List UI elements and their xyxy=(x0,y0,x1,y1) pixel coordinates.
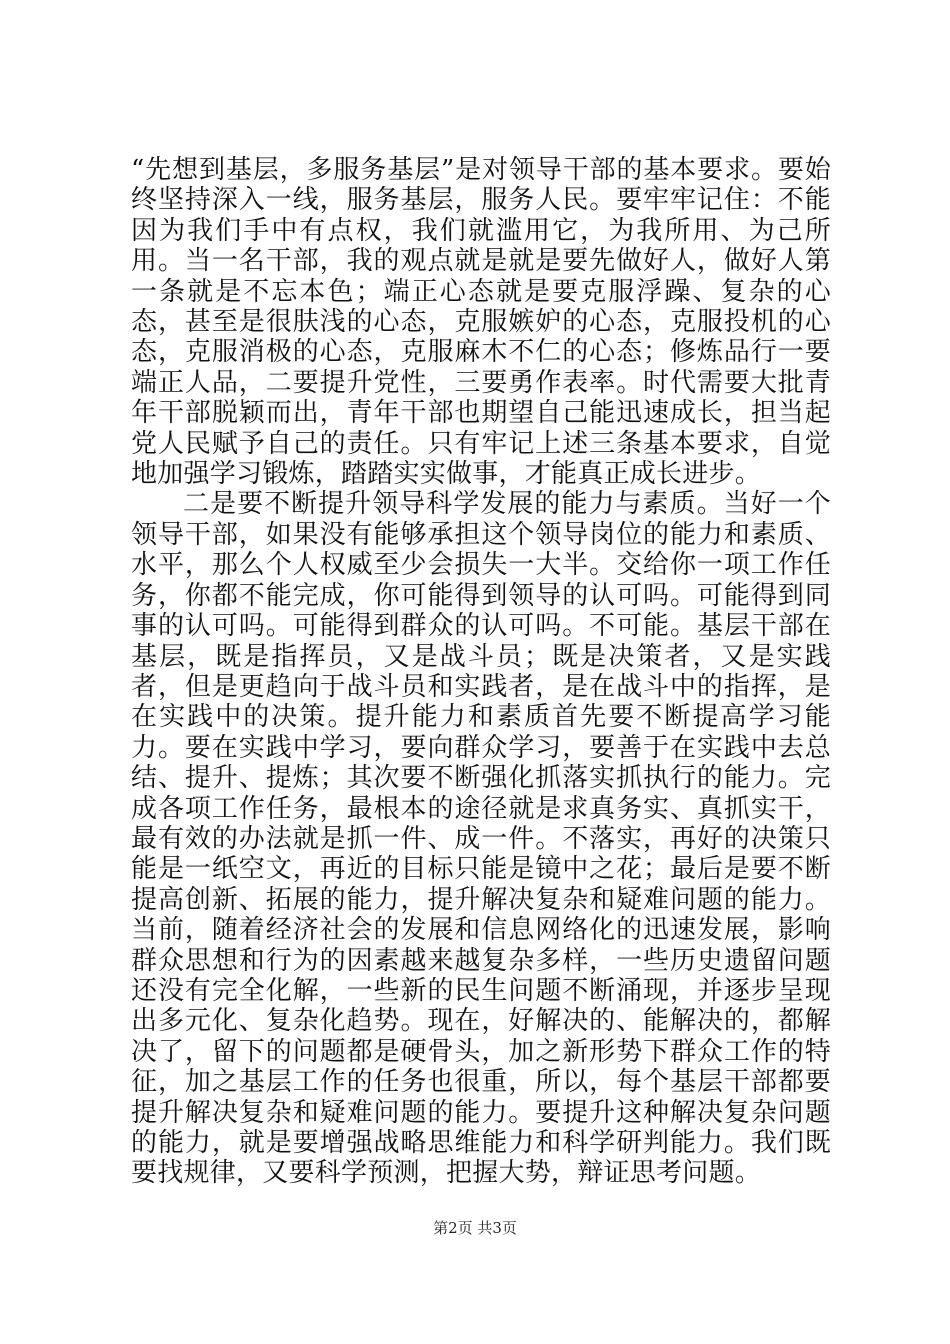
document-body xyxy=(131,155,831,1189)
paragraph-2: 二是要不断提升领导科学发展的能力与素质。当好一个领导干部，如果没有能够承担这个领导岗位的能力和素质、水平，那么个人权威至少会损失一大半。交给你一项工作任务，你都不能完成，你可能得到领导的认可吗。可能得到同事的认可吗。可能得到群众的认可吗。不可能。基层干部在基层，既是指挥员，又是战斗员；既是决策者，又是实践者，但是更趋向于战斗员和实践者，是在战斗中的指挥，是在实践中的决策。提升能力和素质首先要不断提高学习能力。要在实践中学习，要向群众学习，要善于在实践中去总结、提升、提炼；其次要不断强化抓落实抓执行的能力。完成各项工作任务，最根本的途径就是求真务实、真抓实干，最有效的办法就是抓一件、成一件。不落实，再好的决策只能是一纸空文，再近的目标只能是镜中之花；最后是要不断提高创新、拓展的能力，提升解决复杂和疑难问题的能力。当前，随着经济社会的发展和信息网络化的迅速发展，影响群众思想和行为的因素越来越复杂多样，一些历史遗留问题还没有完全化解，一些新的民生问题不断涌现，并逐步呈现出多元化、复杂化趋势。现在，好解决的、能解决的，都解决了，留下的问题都是硬骨头，加之新形势下群众工作的特征，加之基层工作的任务也很重，所以，每个基层干部都要提升解决复杂和疑难问题的能力。要提升这种解决复杂问题的能力，就是要增强战略思维能力和科学研判能力。我们既要找规律，又要科学预测，把握大势，辩证思考问题。 xyxy=(131,489,831,1189)
page-number-footer: 第2页 共3页 xyxy=(433,1219,517,1237)
paragraph-1: “先想到基层，多服务基层”是对领导干部的基本要求。要始终坚持深入一线，服务基层，服务人民。要牢牢记住：不能因为我们手中有点权，我们就滥用它，为我所用、为己所用。当一名干部，我的观点就是就是要先做好人，做好人第一条就是不忘本色；端正心态就是要克服浮躁、复杂的心态，甚至是很肤浅的心态，克服嫉妒的心态，克服投机的心态，克服消极的心态，克服麻木不仁的心态；修炼品行一要端正人品，二要提升党性，三要勇作表率。时代需要大批青年干部脱颖而出，青年干部也期望自己能迅速成长，担当起党人民赋予自己的责任。只有牢记上述三条基本要求，自觉地加强学习锻炼，踏踏实实做事，才能真正成长进步。 xyxy=(131,155,831,490)
